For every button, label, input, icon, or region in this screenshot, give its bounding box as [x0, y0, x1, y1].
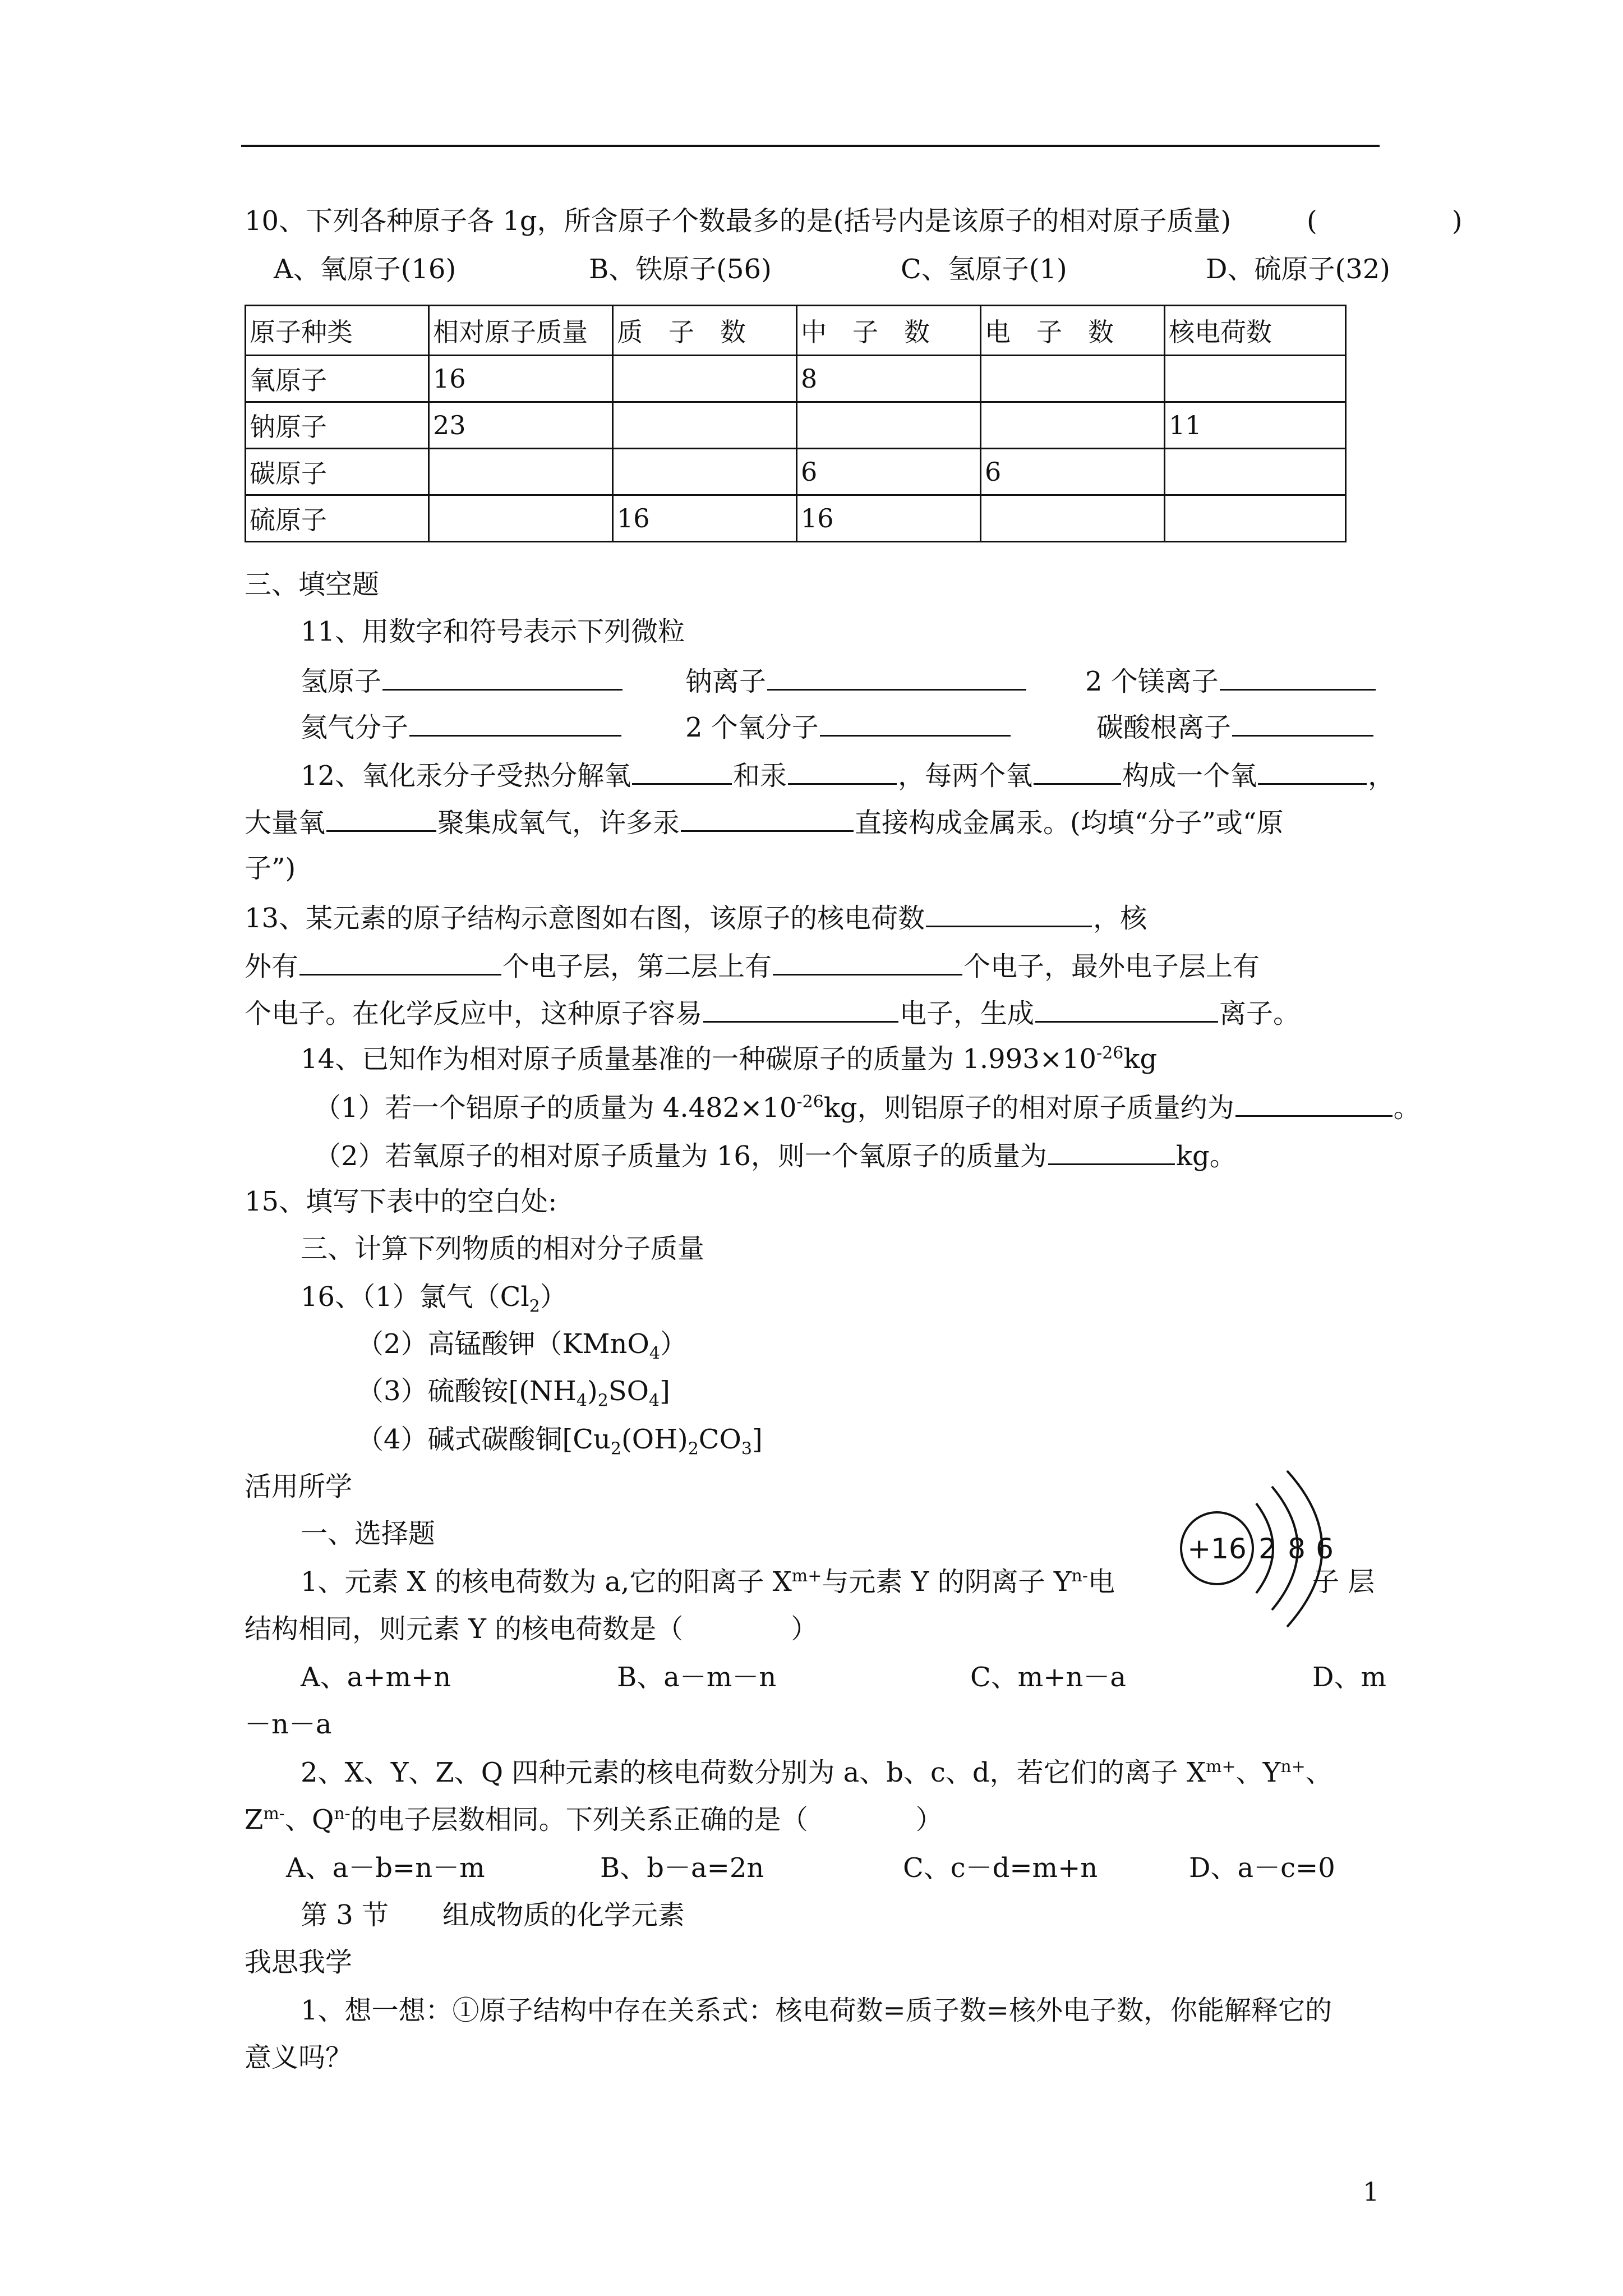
page-number: 1: [1363, 2177, 1380, 2207]
calc-heading: 三、计算下列物质的相对分子质量: [301, 1233, 705, 1264]
section-title: 第 3 节 组成物质的化学元素: [301, 1899, 685, 1931]
table-cell: [1165, 356, 1346, 402]
q10-option-d: D、硫原子(32): [1206, 254, 1391, 285]
q12-text: 构成一个氧: [1122, 760, 1257, 792]
answer-blank[interactable]: [1235, 1089, 1393, 1117]
q16-text: （3）硫酸铵[(NH: [357, 1375, 577, 1407]
answer-blank[interactable]: [1048, 1138, 1175, 1165]
answer-blank[interactable]: [1258, 757, 1367, 785]
m2-line2: [245, 1803, 943, 1837]
q10-stem: 10、下列各种原子各 1g，所含原子个数最多的是(括号内是该原子的相对原子质量): [245, 205, 1232, 237]
q14-stem: [301, 1042, 1157, 1076]
q13-text: 个电子，最外电子层上有: [963, 951, 1260, 982]
answer-blank[interactable]: [1035, 995, 1218, 1023]
q13-line2: [245, 948, 1260, 983]
table-cell: 氧原子: [246, 356, 429, 402]
q16-item1: [301, 1280, 567, 1317]
table-header-row: [246, 306, 1346, 356]
answer-blank[interactable]: [773, 948, 962, 976]
table-cell: 6: [797, 449, 981, 495]
q16-text: SO: [608, 1375, 649, 1407]
q13-text: 离子。: [1219, 998, 1301, 1029]
q11-item-carbonate-ion: 碳酸根离子: [1096, 712, 1232, 743]
q11-row2c: [1096, 709, 1375, 744]
q11-row2: [301, 709, 623, 744]
q12-text: ，每两个氧: [898, 760, 1033, 792]
q16-text: ）: [540, 1281, 567, 1313]
q14-text: （2）若氧原子的相对原子质量为 16，则一个氧原子的质量为: [314, 1140, 1047, 1172]
q11-row1b: [685, 663, 1027, 698]
m2-line1: [301, 1756, 1332, 1789]
q12-line2: [245, 804, 1283, 840]
q16-text: （2）高锰酸钾（KMnO: [357, 1328, 649, 1360]
m1-line1-tail: 子 层: [1312, 1566, 1375, 1598]
m1-option-a: A、a+m+n: [301, 1662, 451, 1693]
table-row: [246, 449, 1346, 495]
table-cell: [1165, 495, 1346, 542]
q12-text: 聚集成氧气，许多汞: [437, 807, 680, 839]
q11-item-sodium-ion: 钠离子: [685, 666, 767, 697]
table-cell: [613, 402, 797, 449]
q16-item4: [357, 1423, 763, 1459]
q14-text: kg。: [1175, 1140, 1237, 1172]
table-cell: [613, 449, 797, 495]
q16-item2: [357, 1327, 687, 1364]
m2-text: Z: [245, 1804, 264, 1835]
table-cell: 硫原子: [246, 495, 429, 542]
shell-electron-count: 8: [1288, 1533, 1306, 1565]
superscript: m-: [263, 1804, 285, 1824]
subscript: 4: [649, 1343, 660, 1364]
table-cell: 16: [613, 495, 797, 542]
q16-text: （4）碱式碳酸铜[Cu: [357, 1424, 611, 1455]
m1-option-b: B、a－m－n: [617, 1662, 777, 1693]
subscript: 2: [688, 1439, 699, 1459]
q10-option-a: A、氧原子(16): [274, 254, 457, 285]
subscript: 3: [741, 1439, 752, 1459]
table-cell: 钠原子: [246, 402, 429, 449]
q11-item-hydrogen-atom: 氢原子: [301, 666, 382, 697]
subscript: 2: [529, 1296, 540, 1317]
table-row: [246, 356, 1346, 402]
q11-item-helium-molecule: 氦气分子: [301, 712, 409, 743]
q13-text: 个电子。在化学反应中，这种原子容易: [245, 998, 703, 1029]
table-cell: 23: [429, 402, 613, 449]
section-heading-fill: 三、填空题: [245, 569, 380, 600]
q13-line3: [245, 995, 1300, 1030]
nucleus-charge: +16: [1187, 1533, 1247, 1565]
shell-electron-count: 2: [1258, 1533, 1276, 1565]
m1-option-c: C、m+n－a: [970, 1662, 1126, 1693]
table-header-cell: 电 子 数: [981, 306, 1165, 356]
q13-text: 电子，生成: [900, 998, 1035, 1029]
table-row: [246, 402, 1346, 449]
q14-part2: [314, 1138, 1237, 1173]
table-cell: [981, 402, 1165, 449]
header-rule: [241, 145, 1380, 147]
table-header-cell: 中 子 数: [797, 306, 981, 356]
answer-blank[interactable]: [681, 804, 854, 832]
atom-table: [245, 305, 1347, 542]
subscript: 2: [610, 1439, 622, 1459]
table-header-cell: 原子种类: [246, 306, 429, 356]
table-cell: 碳原子: [246, 449, 429, 495]
q10-option-b: B、铁原子(56): [589, 254, 772, 285]
q11-row1c: [1085, 663, 1377, 698]
q11-item-oxygen-molecules: 2 个氧分子: [685, 712, 819, 743]
m1-text: 1、元素 X 的核电荷数为 a,它的阳离子 X: [301, 1566, 792, 1598]
m1-text: 与元素 Y 的阴离子 Y: [822, 1566, 1072, 1598]
table-cell: 8: [797, 356, 981, 402]
table-cell: [429, 449, 613, 495]
superscript: n-: [334, 1804, 351, 1824]
answer-blank[interactable]: [1034, 757, 1121, 785]
m2-option-a: A、a－b=n－m: [286, 1852, 485, 1884]
q11-stem: 11、用数字和符号表示下列微粒: [301, 616, 685, 647]
q16-text: ): [587, 1375, 598, 1407]
q14-text: （1）若一个铝原子的质量为 4.482×10: [314, 1092, 797, 1124]
table-cell: [981, 495, 1165, 542]
table-cell: [1165, 449, 1346, 495]
q16-text: 16、（1）氯气（Cl: [301, 1281, 529, 1313]
superscript: n-: [1071, 1566, 1089, 1586]
table-cell: 11: [1165, 402, 1346, 449]
q10-answer-paren: ( ): [1307, 205, 1463, 237]
atom-structure-diagram: [1172, 1464, 1408, 1649]
q12-text: 大量氧: [245, 807, 326, 839]
shell-electron-count: 6: [1316, 1533, 1334, 1565]
q12-text: ，: [1368, 760, 1395, 792]
answer-blank[interactable]: [703, 995, 898, 1023]
superscript: m+: [791, 1566, 822, 1586]
q14-text: 14、已知作为相对原子质量基准的一种碳原子的质量为 1.993×10: [301, 1043, 1097, 1075]
table-header-cell: 质 子 数: [613, 306, 797, 356]
m2-text: 的电子层数相同。下列关系正确的是（ ）: [350, 1804, 943, 1835]
subscript: 4: [649, 1391, 660, 1411]
m2-text: 、Q: [284, 1804, 334, 1835]
answer-blank[interactable]: [820, 709, 1011, 737]
q16-item3: [357, 1374, 670, 1411]
superscript: n+: [1280, 1757, 1306, 1777]
answer-blank[interactable]: [1220, 663, 1376, 691]
answer-blank[interactable]: [299, 948, 501, 976]
m1-text: 电: [1088, 1566, 1115, 1598]
m2-text: 、: [1305, 1757, 1332, 1788]
exponent: -26: [796, 1092, 824, 1112]
subscript: 4: [576, 1391, 587, 1411]
q14-text: 。: [1393, 1092, 1421, 1124]
table-header-cell: 相对原子质量: [429, 306, 613, 356]
q13-text: ，核: [1093, 903, 1147, 934]
answer-blank[interactable]: [382, 663, 623, 691]
table-cell: [981, 356, 1165, 402]
table-header-cell: 核电荷数: [1165, 306, 1346, 356]
answer-blank[interactable]: [326, 804, 436, 832]
q11-row1: [301, 663, 624, 698]
q12-line3: 子”): [245, 853, 296, 884]
superscript: m+: [1206, 1757, 1236, 1777]
table-cell: [429, 495, 613, 542]
q12-text: 和汞: [733, 760, 787, 792]
think-line2: 意义吗？: [245, 2042, 353, 2073]
q11-item-magnesium-ions: 2 个镁离子: [1085, 666, 1219, 697]
m1-line4: －n－a: [245, 1709, 332, 1740]
section-heading-think: 我思我学: [245, 1947, 353, 1978]
section-heading-choice: 一、选择题: [301, 1518, 436, 1549]
m2-text: 、Y: [1235, 1757, 1281, 1788]
answer-blank[interactable]: [926, 900, 1092, 927]
m1-line1: [301, 1565, 1115, 1599]
table-row: [246, 495, 1346, 542]
m2-text: 2、X、Y、Z、Q 四种元素的核电荷数分别为 a、b、c、d，若它们的离子 X: [301, 1757, 1206, 1788]
q15-line: 15、填写下表中的空白处:: [245, 1186, 557, 1217]
table-cell: 6: [981, 449, 1165, 495]
section-heading-apply: 活用所学: [245, 1471, 353, 1502]
q12-line1: [301, 757, 1395, 793]
answer-blank[interactable]: [409, 709, 621, 737]
m1-line2: 结构相同，则元素 Y 的核电荷数是（ ）: [245, 1613, 818, 1645]
subscript: 2: [597, 1391, 608, 1411]
m2-option-b: B、b－a=2n: [600, 1852, 764, 1884]
q16-text: ）: [660, 1328, 687, 1360]
q13-text: 外有: [245, 951, 299, 982]
m2-option-c: C、c－d=m+n: [903, 1852, 1098, 1884]
think-line1: 1、想一想：①原子结构中存在关系式：核电荷数=质子数=核外电子数，你能解释它的: [301, 1995, 1332, 2026]
table-cell: 16: [797, 495, 981, 542]
q10-option-c: C、氢原子(1): [901, 254, 1067, 285]
m1-option-d: D、m: [1312, 1662, 1387, 1693]
answer-blank[interactable]: [632, 757, 732, 785]
q16-text: ]: [751, 1424, 763, 1455]
table-cell: [797, 402, 981, 449]
exponent: -26: [1096, 1043, 1124, 1063]
q16-text: CO: [698, 1424, 741, 1455]
q14-part1: [314, 1089, 1421, 1125]
q14-text: kg: [1123, 1043, 1158, 1075]
answer-blank[interactable]: [1232, 709, 1373, 737]
m2-option-d: D、a－c=0: [1189, 1852, 1335, 1884]
q13-line1: [245, 900, 1147, 935]
answer-blank[interactable]: [767, 663, 1026, 691]
q11-row2b: [685, 709, 1012, 744]
q16-text: ]: [660, 1375, 670, 1407]
q12-text: 12、氧化汞分子受热分解氧: [301, 760, 631, 792]
q13-text: 个电子层，第二层上有: [502, 951, 772, 982]
q13-text: 13、某元素的原子结构示意图如右图，该原子的核电荷数: [245, 903, 925, 934]
table-cell: 16: [429, 356, 613, 402]
q12-text: 直接构成金属汞。(均填“分子”或“原: [855, 807, 1284, 839]
q16-text: (OH): [621, 1424, 688, 1455]
table-cell: [613, 356, 797, 402]
answer-blank[interactable]: [788, 757, 897, 785]
q14-text: kg，则铝原子的相对原子质量约为: [823, 1092, 1234, 1124]
